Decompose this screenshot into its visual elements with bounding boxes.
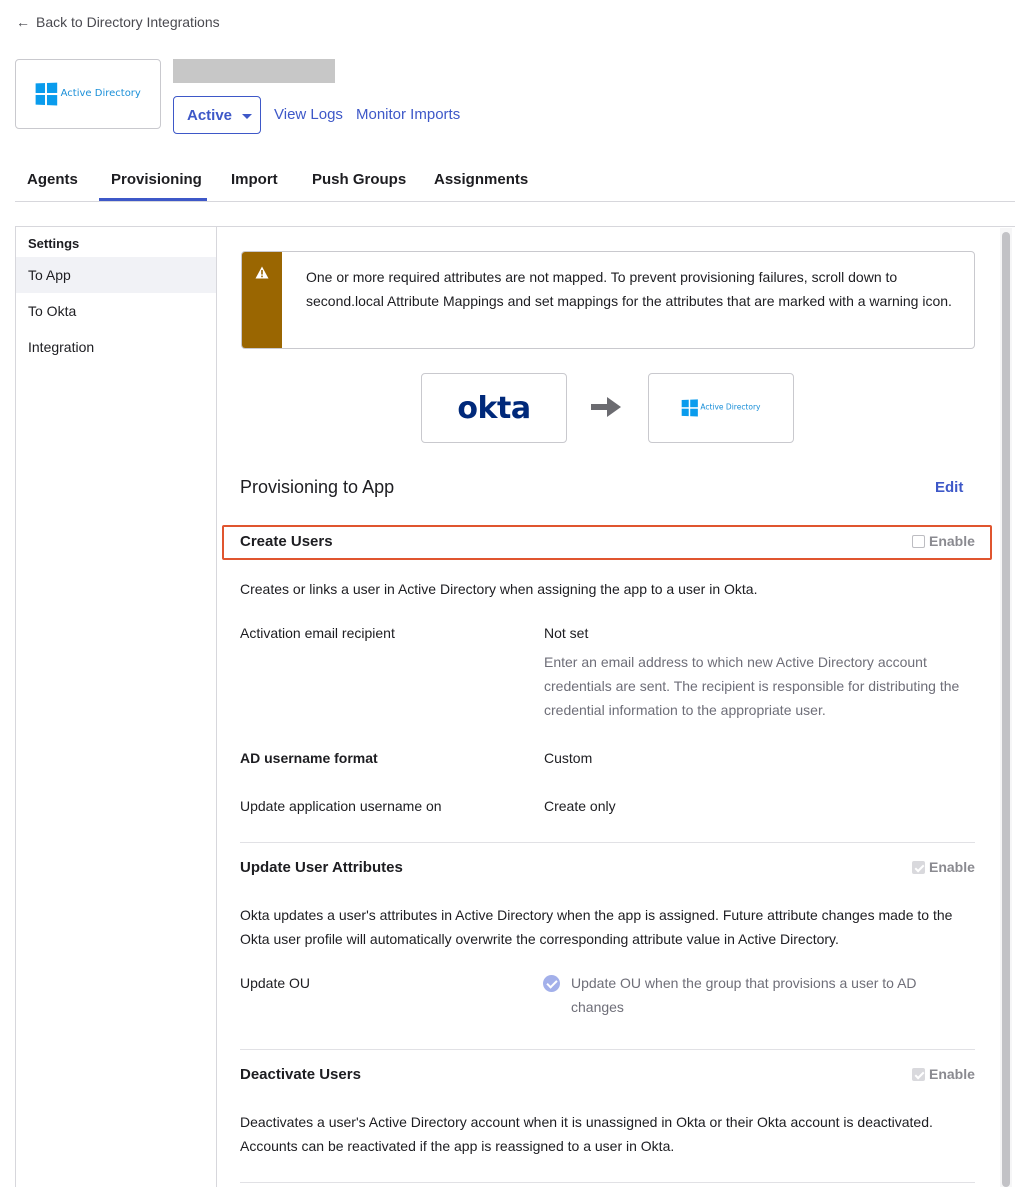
ad-username-format-label: AD username format: [240, 750, 378, 766]
enable-label: Enable: [929, 859, 975, 875]
arrow-left-icon: ←: [16, 14, 30, 30]
tab-import[interactable]: Import: [231, 171, 278, 188]
update-attributes-enable[interactable]: [912, 859, 975, 875]
scrollbar-thumb[interactable]: [1002, 232, 1010, 1187]
active-directory-logo: [35, 83, 141, 105]
tab-assignments[interactable]: Assignments: [434, 171, 529, 188]
update-ou-checkbox[interactable]: [543, 975, 560, 992]
tab-push-groups[interactable]: Push Groups: [312, 171, 407, 188]
logo-text: Active Directory: [60, 88, 141, 99]
active-directory-logo-card: [648, 373, 794, 443]
logo-text: Active Directory: [700, 403, 761, 412]
divider: [240, 842, 975, 843]
deactivate-users-enable[interactable]: [912, 1066, 975, 1082]
back-link-label: Back to Directory Integrations: [36, 14, 220, 30]
status-dropdown[interactable]: [173, 96, 261, 134]
enable-label: Enable: [929, 1066, 975, 1082]
create-users-title: Create Users: [240, 533, 333, 550]
deactivate-users-title: Deactivate Users: [240, 1066, 361, 1083]
section-title: Provisioning to App: [240, 477, 395, 497]
tab-bar: [15, 160, 1015, 202]
update-ou-label: Update OU: [240, 975, 311, 991]
deactivate-users-description: Deactivates a user's Active Directory account when it is unassigned in Okta or their Okta account is deactivated. Accounts can be reactivated if the app is reassigned to a user in Okta.: [240, 1114, 933, 1154]
tab-agents[interactable]: Agents: [27, 171, 78, 188]
sidebar-item-label: Integration: [28, 339, 95, 355]
warning-icon: [255, 266, 269, 279]
divider: [240, 1182, 975, 1183]
create-users-description: Creates or links a user in Active Directory when assigning the app to a user in Okta.: [240, 581, 758, 597]
okta-logo: okta: [457, 390, 531, 426]
edit-button[interactable]: Edit: [935, 479, 964, 496]
deactivate-users-checkbox[interactable]: [912, 1068, 925, 1081]
sidebar-item-label: To App: [28, 267, 71, 283]
enable-label: Enable: [929, 533, 975, 549]
caret-down-icon: [242, 114, 252, 119]
update-ou-option: Update OU when the group that provisions a user to AD changes: [571, 975, 917, 1015]
update-attributes-description: Okta updates a user's attributes in Active Directory when the app is assigned. Future attribute changes made to the Okta user profile will automatically overwrite the corresponding attribute value in Active Directory.: [240, 907, 953, 947]
view-logs-link[interactable]: View Logs: [274, 106, 343, 123]
okta-logo-card: [421, 373, 567, 443]
sidebar-heading: Settings: [28, 236, 80, 251]
activation-email-help: Enter an email address to which new Active Directory account credentials are sent. The recipient is responsible for distributing the credential information to the appropriate user.: [544, 654, 960, 718]
arrow-right-icon: [591, 395, 623, 419]
activation-email-value: Not set: [544, 625, 589, 641]
warning-text: One or more required attributes are not mapped. To prevent provisioning failures, scroll down to second.local Attribute Mappings and set mappings for the attributes that are marked with a warning icon.: [306, 269, 952, 309]
status-label: Active: [187, 106, 233, 124]
create-users-enable[interactable]: [912, 533, 975, 549]
sidebar-item-integration[interactable]: [16, 329, 216, 365]
settings-sidebar: [15, 226, 217, 1187]
app-logo: [15, 59, 161, 129]
sidebar-item-label: To Okta: [28, 303, 77, 319]
active-directory-logo: [681, 400, 760, 416]
update-username-label: Update application username on: [240, 798, 442, 814]
sidebar-item-to-app[interactable]: [16, 257, 216, 293]
create-users-highlight: [222, 525, 992, 560]
app-name-redacted: [173, 59, 335, 83]
divider: [240, 1049, 975, 1050]
windows-icon: [36, 83, 57, 105]
activation-email-label: Activation email recipient: [240, 625, 395, 641]
back-to-directory-link[interactable]: [16, 14, 220, 30]
active-tab-indicator: [99, 198, 207, 201]
update-attributes-checkbox[interactable]: [912, 861, 925, 874]
warning-stripe: [242, 252, 282, 348]
sidebar-item-to-okta[interactable]: [16, 293, 216, 329]
monitor-imports-link[interactable]: Monitor Imports: [356, 106, 461, 123]
windows-icon: [682, 400, 698, 417]
create-users-checkbox[interactable]: [912, 535, 925, 548]
tab-provisioning[interactable]: Provisioning: [111, 171, 202, 188]
ad-username-format-value: Custom: [544, 750, 593, 766]
warning-callout: [241, 251, 975, 349]
update-username-value: Create only: [544, 798, 616, 814]
update-attributes-title: Update User Attributes: [240, 859, 403, 876]
